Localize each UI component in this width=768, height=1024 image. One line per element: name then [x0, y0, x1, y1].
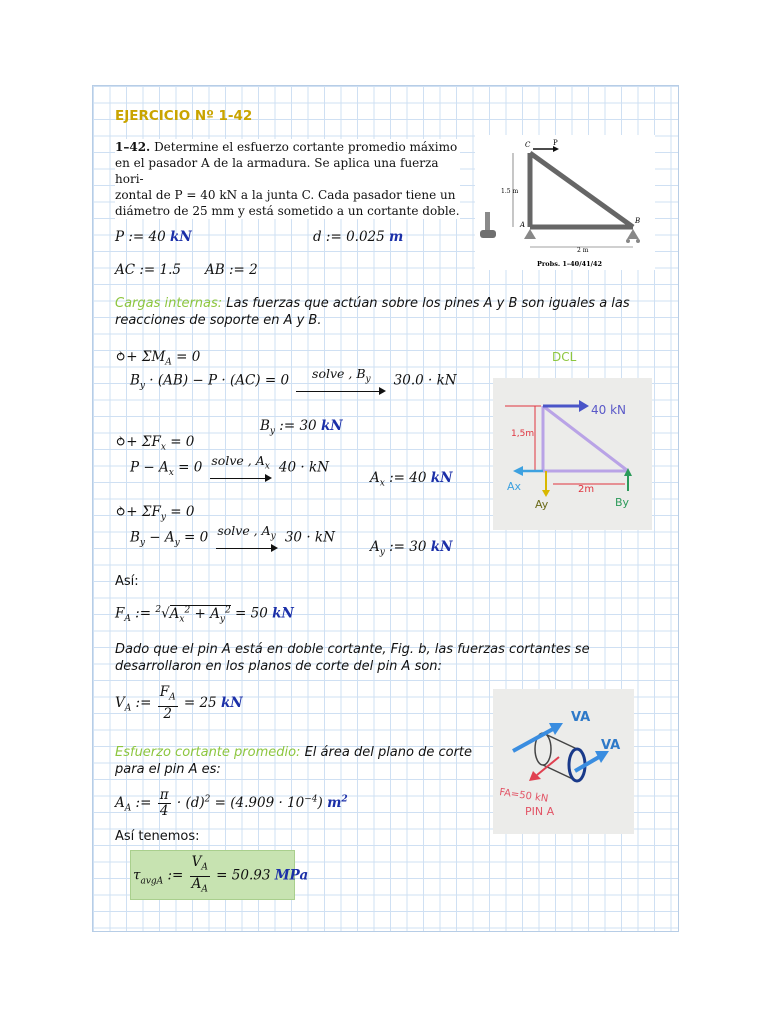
pin-a-label: PIN A: [525, 805, 555, 818]
eq3-result-unit: kN: [430, 539, 453, 555]
eq3-op-sub: y: [270, 531, 276, 542]
dcl-force-label: 40 kN: [591, 403, 627, 417]
eq1-result-var: B: [260, 418, 270, 434]
problem-line-2: en el pasador A de la armadura. Se aplica una fuerza hori-: [115, 156, 439, 186]
dcl-ax-label: Ax: [507, 480, 522, 493]
va-num: F: [159, 684, 170, 700]
eq2-header-sub: x: [160, 442, 166, 453]
tau-den: A: [191, 875, 202, 892]
va-num-sub: A: [169, 692, 176, 703]
eq1-header-text: ⥁+ ΣM: [115, 349, 166, 365]
area-den: 4: [159, 803, 169, 819]
eq2-result-var: A: [370, 470, 380, 486]
fa-radicand-a-sub: x: [179, 614, 185, 625]
area-mid: · (d): [172, 795, 205, 811]
def-d-expr: d := 0.025: [313, 229, 385, 245]
fa-lhs-sub: A: [124, 614, 131, 625]
width-dim-label: 2 m: [577, 247, 589, 254]
pin-glyph-base: [480, 230, 496, 238]
tau-equation: $\tau_{avgA}$ := $\frac{V_A}{A_A}$ = 50.93 MPa: [133, 855, 308, 897]
fa-root-index: 2: [155, 605, 162, 615]
truss-figure-bg: [475, 135, 655, 270]
eq1-lhs: B: [130, 372, 140, 389]
fa-radicand-b-exp: 2: [224, 605, 231, 615]
fa-result: = 50: [230, 605, 268, 622]
problem-line-3: zontal de P = 40 kN a la junta C. Cada pasador tiene un: [115, 188, 456, 202]
eq3-lhs-mid: − A: [145, 529, 175, 546]
eq3-result-var: A: [370, 539, 380, 555]
tau-num: V: [191, 854, 202, 870]
force-p-label: P: [553, 139, 558, 147]
roller-b-1: [626, 239, 630, 243]
eq2-lhs: P − A: [130, 459, 169, 476]
fa-root-symbol: √: [161, 605, 170, 622]
exercise-title: EJERCICIO Nº 1-42: [115, 108, 253, 124]
va-unit: kN: [220, 694, 243, 711]
area-fraction: [158, 788, 171, 819]
eq1-rhs: 30.0 · kN: [393, 372, 457, 389]
eq3-header-text: ⥁+ ΣF: [115, 504, 161, 520]
internal-loads-line-1: [115, 296, 630, 311]
def-p-expr: P := 40: [115, 229, 166, 245]
eq3-result-sub: y: [379, 547, 385, 558]
area-equation: $A_A$ := $\frac{\pi}{4}$ · $(d)^2 = (4.909 \cdot 10^{-4})$ $m^2$: [115, 787, 348, 819]
eq3-lhs-sub2: y: [174, 537, 180, 548]
eq1-result-val: := 30: [275, 418, 317, 434]
eq3-solve-operator: [216, 524, 278, 552]
eq2-op-label: solve , A: [211, 453, 265, 468]
eq1-result: [260, 418, 343, 437]
pin-sketch: [493, 689, 634, 834]
joint-c-label: C: [525, 141, 531, 149]
joint-b-label: B: [635, 217, 641, 225]
tau-fraction: [190, 855, 210, 897]
va-top-label: VA: [571, 710, 591, 725]
avg-shear-text-1: El área del plano de corte: [300, 745, 473, 760]
area-unit: m: [327, 795, 342, 811]
dcl-ay-label: Ay: [535, 498, 549, 511]
def-d-unit: m: [389, 229, 404, 245]
eq2-solve-operator: [210, 454, 272, 482]
tau-result: = 50.93: [211, 867, 271, 884]
eq1-header-tail: = 0: [171, 349, 201, 365]
fa-radicand-b-sub: y: [219, 614, 225, 625]
def-p: [115, 229, 192, 245]
problem-number: 1–42.: [115, 140, 151, 154]
avg-shear-line-1: [115, 745, 472, 760]
pin-glyph-shaft: [485, 212, 490, 230]
joint-a-label: A: [520, 221, 526, 229]
eq2-result-val: := 40: [384, 470, 427, 486]
va-right-label: VA: [601, 738, 621, 753]
eq3-lhs: B: [130, 529, 140, 546]
area-num: π: [159, 787, 169, 803]
problem-line-4: diámetro de 25 mm y está sometido a un cortante doble.: [115, 204, 460, 218]
figure-caption: Probs. 1–40/41/42: [537, 260, 603, 268]
eq3-op-arrow: [216, 544, 278, 552]
dcl-height-label: 1,5m: [511, 429, 535, 439]
def-ac: AC := 1.5: [115, 262, 181, 278]
va-lhs-sub: A: [124, 703, 132, 714]
eq2-lhs-sub: x: [168, 467, 174, 478]
area-lhs-sub: A: [124, 803, 132, 814]
eq3-result-val: := 30: [384, 539, 427, 555]
area-result-exp: −4: [304, 794, 318, 805]
eq1-line: [130, 367, 457, 395]
eq2-op-arrow: [210, 474, 272, 482]
eq1-header-sub: A: [165, 357, 172, 368]
eq3-lhs-sub: y: [139, 537, 146, 548]
eq2-line: [130, 454, 329, 482]
asi-label-1: Así:: [115, 574, 139, 589]
dcl-sketch: [493, 378, 652, 530]
eq1-op-arrow: [296, 387, 386, 395]
tau-den-sub: A: [201, 884, 208, 895]
eq2-header: [115, 434, 194, 453]
eq1-header: [115, 349, 200, 368]
fa-label: FA=50 kN: [498, 787, 549, 805]
eq1-op-label: solve , B: [312, 366, 366, 381]
area-lhs: A: [115, 795, 125, 811]
area-exp: 2: [204, 794, 211, 805]
dcl-label: DCL: [552, 350, 577, 364]
tau-unit: MPa: [274, 867, 309, 884]
def-p-unit: kN: [170, 229, 192, 245]
va-fraction: [158, 685, 178, 722]
va-result: = 25: [179, 694, 217, 711]
va-den: 2: [163, 705, 172, 722]
eq3-result: [370, 539, 452, 558]
problem-line-1: Determine el esfuerzo cortante promedio máximo: [154, 140, 458, 154]
internal-loads-text-1: Las fuerzas que actúan sobre los pines A y B son iguales a las: [222, 296, 630, 311]
asi-label-2: Así tenemos:: [115, 829, 200, 844]
eq2-lhs-rest: = 0: [173, 459, 203, 476]
roller-b-2: [636, 239, 640, 243]
fa-radicand-a: A: [169, 605, 180, 622]
area-unit-group: [327, 795, 348, 811]
fa-radicand-a-exp: 2: [184, 605, 191, 615]
internal-loads-line-2: reacciones de soporte en A y B.: [115, 313, 322, 328]
dcl-width-label: 2m: [578, 484, 595, 495]
eq3-op-label: solve , A: [217, 523, 271, 538]
eq2-header-tail: = 0: [165, 434, 195, 450]
eq1-lhs-rest: · (AB) − P · (AC) = 0: [145, 372, 290, 389]
avg-shear-line-2: para el pin A es:: [115, 762, 221, 777]
internal-loads-label: Cargas internas:: [115, 296, 223, 311]
eq2-result-sub: x: [379, 478, 385, 489]
area-unit-exp: 2: [341, 794, 348, 805]
eq3-header-tail: = 0: [165, 504, 195, 520]
pin-glyph: [478, 210, 500, 242]
area-result: = (4.909 · 10: [210, 795, 305, 811]
def-d: [313, 229, 403, 245]
pin-sketch-bg: [493, 689, 634, 834]
eq1-op-sub: y: [365, 374, 371, 385]
fa-radicand-b: A: [210, 605, 220, 622]
fa-assign: :=: [130, 605, 156, 622]
problem-statement: [115, 139, 460, 219]
def-ab: AB := 2: [205, 262, 258, 278]
dcl-by-label: By: [615, 496, 630, 509]
eq3-line: [130, 524, 335, 552]
area-result-close: ): [317, 795, 323, 811]
eq2-result-unit: kN: [430, 470, 453, 486]
eq1-result-unit: kN: [320, 418, 343, 434]
tau-lhs: τ: [133, 867, 141, 884]
fa-lhs: F: [115, 605, 125, 622]
eq1-result-sub: y: [269, 426, 276, 437]
va-equation: $V_A$ := $\frac{F_A}{2}$ = 25 kN: [115, 684, 243, 722]
eq3-header-sub: y: [160, 512, 166, 523]
eq3-lhs-rest: = 0: [179, 529, 209, 546]
height-dim-label: 1.5 m: [501, 188, 519, 195]
tau-lhs-sub: avgA: [140, 876, 164, 887]
eq2-header-text: ⥁+ ΣF: [115, 434, 161, 450]
fa-radicand: $A_x^2 + A_y^2$: [169, 605, 231, 625]
fa-unit: kN: [272, 605, 294, 622]
eq2-rhs: 40 · kN: [278, 459, 329, 476]
eq2-op-sub: x: [264, 461, 270, 472]
eq1-lhs-sub: y: [139, 380, 146, 391]
va-lhs: V: [115, 694, 125, 711]
double-shear-line-1: Dado que el pin A está en doble cortante, Fig. b, las fuerzas cortantes se: [115, 642, 590, 657]
eq3-header: [115, 504, 194, 523]
double-shear-line-2: desarrollaron en los planos de corte del pin A son:: [115, 659, 442, 674]
truss-figure: [475, 135, 655, 270]
eq1-solve-operator: [296, 367, 386, 395]
fa-equation: [115, 605, 294, 624]
avg-shear-label: Esfuerzo cortante promedio:: [115, 745, 301, 760]
eq2-result: [370, 470, 452, 489]
eq3-rhs: 30 · kN: [284, 529, 335, 546]
tau-num-sub: A: [201, 862, 208, 873]
